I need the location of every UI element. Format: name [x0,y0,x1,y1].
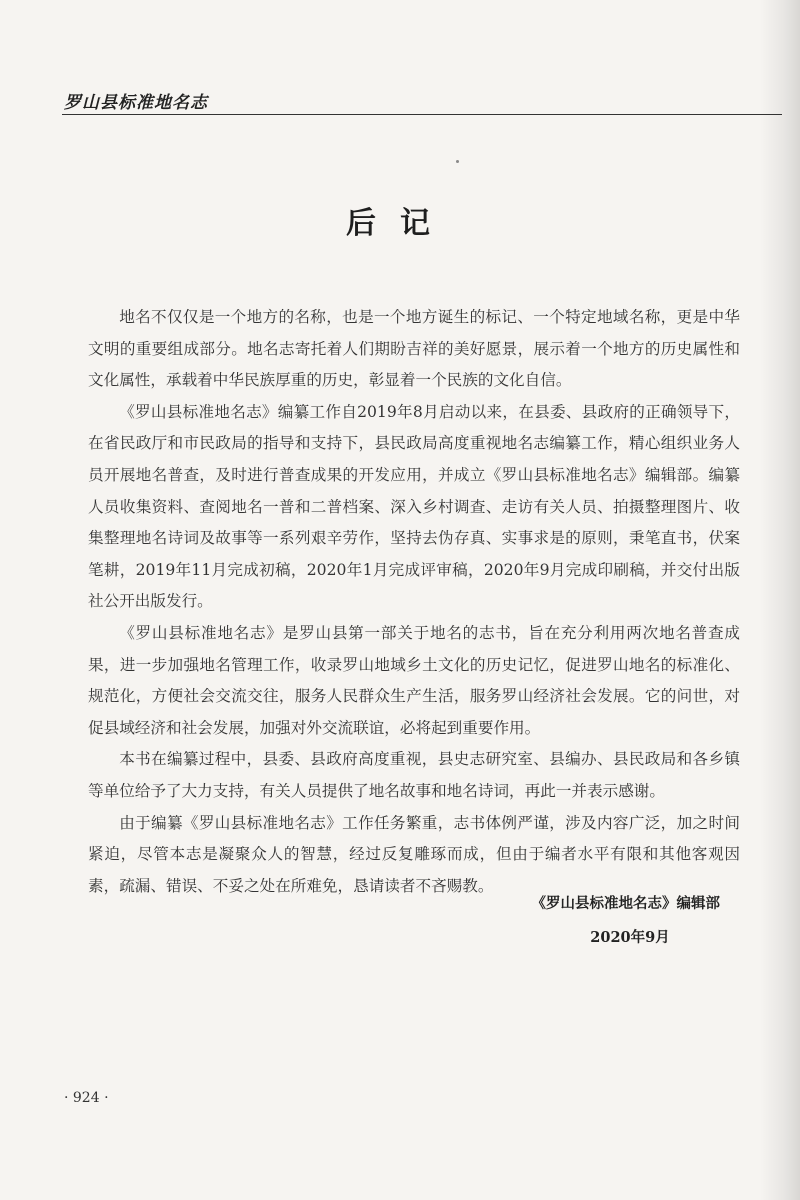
page-edge-shadow [760,0,800,1200]
paragraph: 《罗山县标准地名志》是罗山县第一部关于地名的志书，旨在充分利用两次地名普查成果，进一步加强地名管理工作，收录罗山地域乡土文化的历史记忆，促进罗山地名的标准化、规范化，方便社会交流交往，服务人民群众生产生活，服务罗山经济社会发展。它的问世，对促县域经济和社会发展，加强对外交流联谊，必将起到重要作用。 [88,623,740,737]
paragraph: 由于编纂《罗山县标准地名志》工作任务繁重，志书体例严谨，涉及内容广泛，加之时间紧迫，尽管本志是凝聚众人的智慧，经过反复雕琢而成，但由于编者水平有限和其他客观因素，疏漏、错误、不妥之处在所难免，恳请读者不吝赐教。 [88,813,740,895]
signature-editor: 《罗山县标准地名志》编辑部 [531,896,720,912]
scan-speck [456,160,459,163]
running-header: 罗山县标准地名志 [64,93,208,113]
page-number: · 924 · [64,1090,109,1106]
body-text [88,302,740,902]
signature-date: 2020年9月 [590,929,670,946]
paragraph: 地名不仅仅是一个地方的名称，也是一个地方诞生的标记、一个特定地域名称，更是中华文明的重要组成部分。地名志寄托着人们期盼吉祥的美好愿景，展示着一个地方的历史属性和文化属性，承载着中华民族厚重的历史，彰显着一个民族的文化自信。 [88,308,740,390]
paragraph: 本书在编纂过程中，县委、县政府高度重视，县史志研究室、县编办、县民政局和各乡镇等单位给予了大力支持，有关人员提供了地名故事和地名诗词，再此一并表示感谢。 [88,750,740,800]
paragraph: 《罗山县标准地名志》编纂工作自2019年8月启动以来，在县委、县政府的正确领导下，在省民政厅和市民政局的指导和支持下，县民政局高度重视地名志编纂工作，精心组织业务人员开展地名普查，及时进行普查成果的开发应用，并成立《罗山县标准地名志》编辑部。编纂人员收集资料、查阅地名一普和二普档案、深入乡村调查、走访有关人员、拍摄整理图片、收集整理地名诗词及故事等一系列艰辛劳作，坚持去伪存真、实事求是的原则，秉笔直书，伏案笔耕，2019年11月完成初稿，2020年1月完成评审稿，2020年9月完成印刷稿，并交付出版社公开出版发行。 [88,402,740,611]
header-rule [62,114,782,115]
page-title: 后记 [346,206,454,241]
